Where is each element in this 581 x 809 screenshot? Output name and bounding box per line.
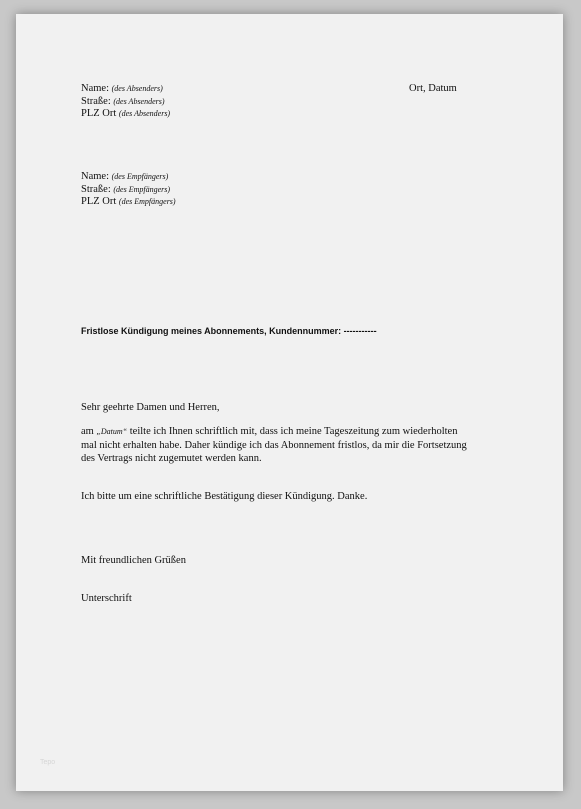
- sender-name-label: Name:: [81, 83, 109, 94]
- sender-city-hint: (des Absenders): [118, 109, 171, 118]
- body-line-1-rest: teilte ich Ihnen schriftlich mit, dass ich meine Tageszeitung zum wiederholten: [127, 426, 458, 437]
- recipient-city-line: [81, 196, 176, 209]
- salutation: Sehr geehrte Damen und Herren,: [81, 402, 220, 413]
- sender-street-hint: (des Absenders): [113, 97, 165, 106]
- sender-city-label: PLZ Ort: [81, 108, 117, 119]
- recipient-street-label: Straße:: [81, 184, 111, 195]
- recipient-street-line: [81, 184, 170, 197]
- body-line-3: des Vertrags nicht zugemutet werden kann.: [81, 453, 262, 464]
- recipient-city-hint: (des Empfängers): [118, 197, 176, 206]
- recipient-name-hint: (des Empfängers): [111, 172, 169, 181]
- sender-street-line: [81, 96, 165, 109]
- body-line-1: [81, 425, 501, 439]
- recipient-city-label: PLZ Ort: [81, 196, 117, 207]
- body-prefix: am: [81, 426, 97, 437]
- document-page: [16, 14, 563, 791]
- closing: Mit freundlichen Grüßen: [81, 555, 186, 566]
- recipient-street-hint: (des Empfängers): [113, 185, 171, 194]
- place-date: Ort, Datum: [409, 83, 457, 94]
- sender-city-line: [81, 108, 170, 121]
- body-paragraph-1: [81, 425, 501, 466]
- watermark-text: Tepo: [40, 759, 56, 766]
- signature-label: Unterschrift: [81, 593, 132, 604]
- date-hint: „Datum“: [96, 427, 128, 436]
- sender-name-hint: (des Absenders): [111, 84, 163, 93]
- body-line-2: mal nicht erhalten habe. Daher kündige ich das Abonnement fristlos, da mir die Fortsetzung: [81, 439, 467, 451]
- recipient-name-line: [81, 171, 168, 184]
- sender-street-label: Straße:: [81, 96, 111, 107]
- subject-line: Fristlose Kündigung meines Abonnements, Kundennummer: -----------: [81, 326, 377, 336]
- body-paragraph-2: Ich bitte um eine schriftliche Bestätigung dieser Kündigung. Danke.: [81, 491, 368, 502]
- recipient-name-label: Name:: [81, 171, 109, 182]
- sender-name-line: [81, 83, 163, 96]
